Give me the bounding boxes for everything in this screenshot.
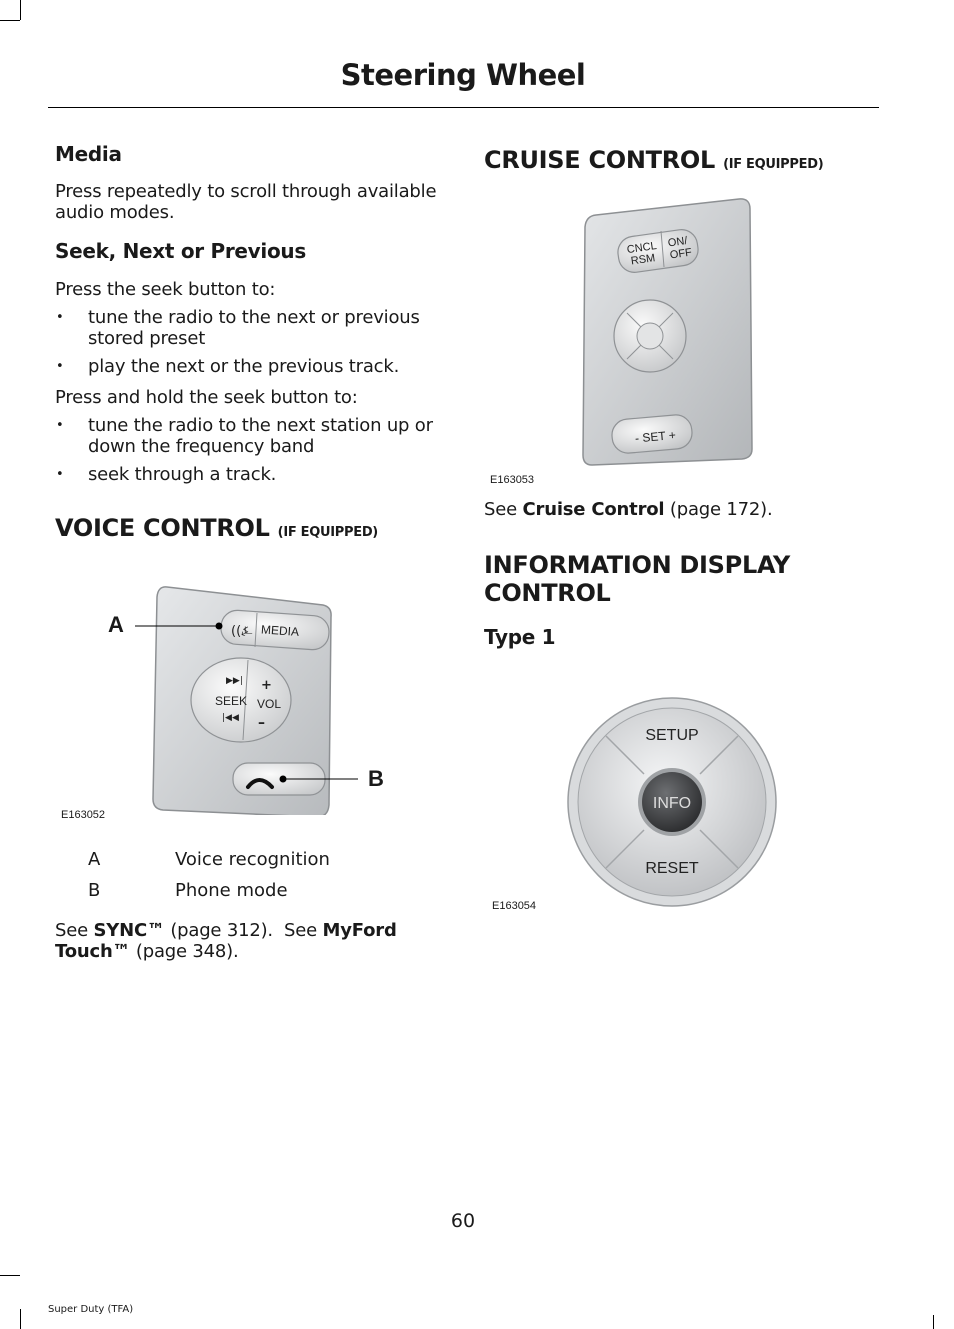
crop-mark	[20, 0, 21, 20]
on-button-label: ON/	[667, 234, 689, 250]
seek-button-label: SEEK	[215, 694, 248, 708]
see-text: See	[55, 920, 88, 941]
cruise-see-reference	[484, 499, 884, 520]
voice-control-title: VOICE CONTROL	[55, 514, 270, 542]
left-column	[55, 142, 450, 962]
cncl-button-label: CNCL	[626, 239, 658, 257]
list-item: • tune the radio to the next or previous stored preset	[55, 307, 450, 349]
cruise-control-subtitle: (IF EQUIPPED)	[723, 157, 824, 172]
crop-mark	[0, 1275, 20, 1276]
see-text: See	[484, 499, 517, 520]
sync-link[interactable]: SYNC™	[93, 920, 165, 941]
legend-list	[55, 849, 450, 901]
footer-doc-name: Super Duty (TFA)	[48, 1304, 134, 1315]
cruise-control-figure	[484, 195, 884, 486]
right-column	[484, 142, 884, 925]
previous-track-icon: |◀◀	[222, 713, 239, 723]
callout-b: B	[368, 766, 384, 791]
list-item: • tune the radio to the next station up or down the frequency band	[55, 415, 450, 457]
volume-up-icon: +	[261, 678, 272, 693]
type-heading: Type 1	[484, 625, 556, 649]
myford-touch-link[interactable]: MyFord Touch™	[55, 920, 397, 962]
cruise-control-heading	[484, 146, 884, 179]
heading-line: CONTROL	[484, 579, 611, 607]
media-heading: Media	[55, 142, 122, 166]
media-text: Press repeatedly to scroll through available audio modes.	[55, 181, 437, 223]
info-control-illustration	[484, 675, 884, 925]
information-display-figure	[484, 675, 884, 925]
hold-intro: Press and hold the seek button to:	[55, 387, 358, 408]
rsm-button-label: RSM	[630, 252, 657, 268]
setup-button-label: SETUP	[645, 727, 699, 744]
voice-control-switch-illustration	[55, 555, 450, 815]
header-rule	[48, 107, 879, 108]
see-text: See	[283, 920, 317, 941]
seek-bullet-list	[55, 307, 450, 377]
legend-key: B	[88, 880, 101, 901]
figure-id: E163054	[492, 900, 537, 912]
list-item: • play the next or the previous track.	[55, 356, 450, 377]
crop-mark	[933, 1315, 934, 1329]
seek-heading: Seek, Next or Previous	[55, 239, 306, 263]
heading-line: INFORMATION DISPLAY	[484, 551, 791, 579]
cruise-control-switch-illustration	[484, 195, 884, 475]
page-ref: (page 172).	[669, 499, 773, 520]
list-item: • seek through a track.	[55, 464, 450, 485]
figure-id: E163052	[61, 809, 106, 821]
legend-value: Phone mode	[175, 880, 288, 901]
volume-down-icon: –	[258, 715, 265, 731]
media-button-label: MEDIA	[260, 622, 300, 639]
hold-bullet-list	[55, 415, 450, 485]
voice-control-subtitle: (IF EQUIPPED)	[277, 525, 378, 540]
legend-row	[55, 880, 450, 901]
info-button-label: INFO	[652, 795, 692, 812]
callout-a: A	[108, 612, 124, 637]
voice-control-heading	[55, 514, 450, 547]
set-button-label: - SET +	[634, 427, 677, 446]
crop-mark	[20, 1309, 21, 1329]
page-ref: (page 312).	[170, 920, 273, 941]
figure-id: E163053	[490, 474, 535, 486]
crop-mark	[0, 20, 20, 21]
reset-button-label: RESET	[645, 860, 699, 877]
legend-key: A	[88, 849, 101, 870]
legend-value: Voice recognition	[175, 849, 330, 870]
next-track-icon: ▶▶|	[226, 676, 243, 686]
voice-control-figure	[55, 555, 450, 821]
seek-intro: Press the seek button to:	[55, 279, 276, 300]
page-number: 60	[450, 1210, 476, 1232]
cruise-control-title: CRUISE CONTROL	[484, 146, 715, 174]
page-ref: (page 348).	[135, 941, 239, 962]
vol-button-label: VOL	[257, 697, 282, 711]
legend-row	[55, 849, 450, 870]
cruise-control-link[interactable]: Cruise Control	[522, 499, 665, 520]
information-display-heading	[484, 551, 884, 607]
page-title: Steering Wheel	[340, 58, 586, 92]
see-references	[55, 920, 450, 962]
voice-icon: ((⍼	[231, 624, 253, 639]
off-button-label: OFF	[669, 246, 693, 262]
